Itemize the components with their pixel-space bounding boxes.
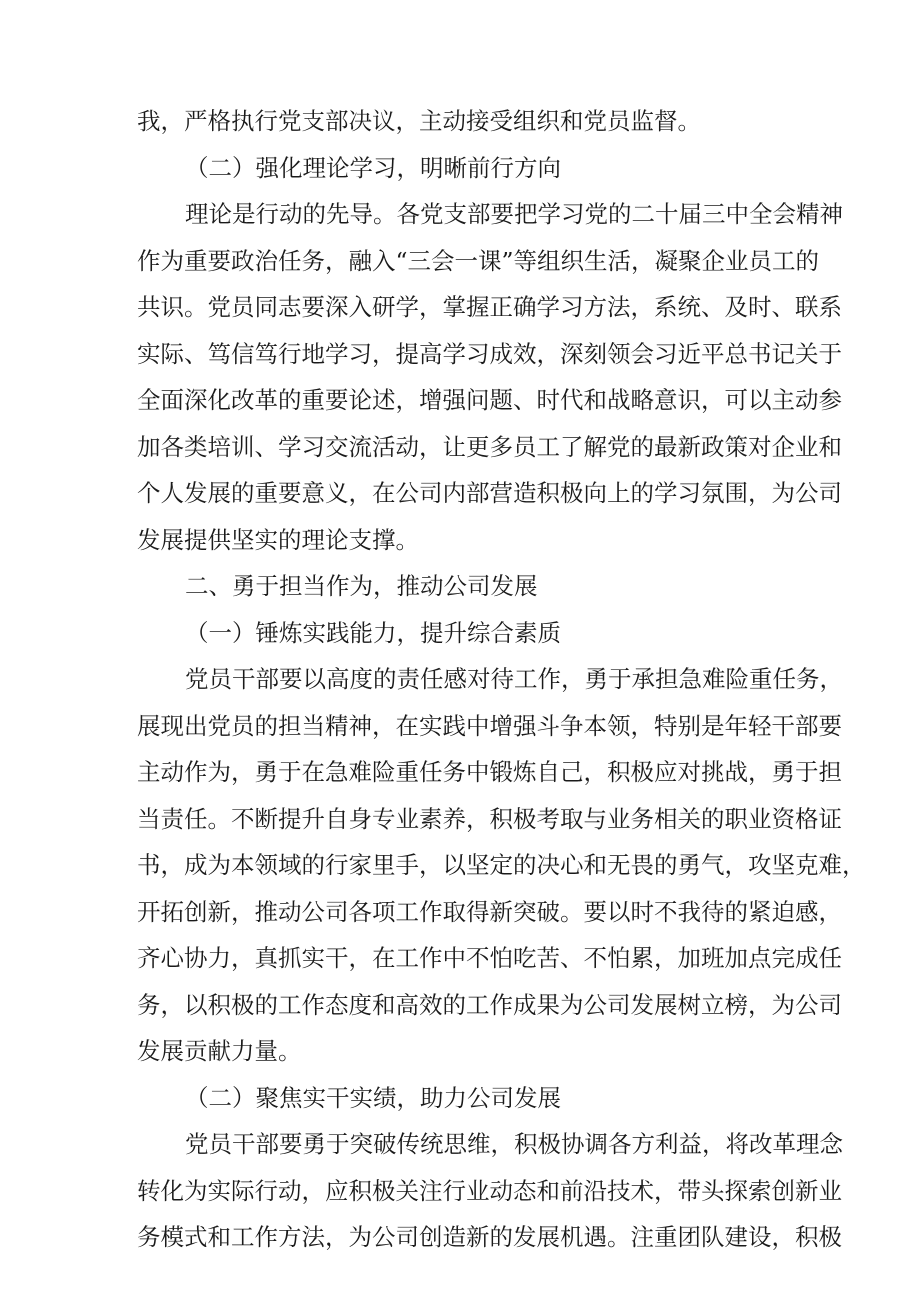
section-heading: 二、勇于担当作为，推动公司发展 — [185, 572, 538, 600]
paragraph-line: 个人发展的重要意义，在公司内部营造积极向上的学习氛围，为公司 — [137, 479, 842, 507]
paragraph-line: 主动作为，勇于在急难险重任务中锻炼自己，积极应对挑战，勇于担 — [137, 758, 842, 786]
paragraph-line: 当责任。不断提升自身专业素养，积极考取与业务相关的职业资格证 — [137, 804, 842, 833]
paragraph-line: 展现出党员的担当精神，在实践中增强斗争本领，特别是年轻干部要 — [137, 711, 842, 740]
paragraph-line: 作为重要政治任务，融入“三会一课”等组织生活，凝聚企业员工的 — [137, 246, 820, 275]
paragraph-line: 我，严格执行党支部决议，主动接受组织和党员监督。 — [137, 107, 701, 135]
paragraph-line: 务模式和工作方法，为公司创造新的发展机遇。注重团队建设，积极 — [137, 1223, 842, 1251]
paragraph-line: 党员干部要勇于突破传统思维，积极协调各方利益，将改革理念 — [185, 1130, 843, 1158]
paragraph-line: 全面深化改革的重要论述，增强问题、时代和战略意识，可以主动参 — [137, 386, 842, 414]
paragraph-line: 加各类培训、学习交流活动，让更多员工了解党的最新政策对企业和 — [137, 432, 842, 461]
document-body — [137, 98, 866, 1261]
paragraph-line: 转化为实际行动，应积极关注行业动态和前沿技术，带头探索创新业 — [137, 1176, 842, 1205]
section-heading: （一）锤炼实践能力，提升综合素质 — [185, 618, 561, 647]
paragraph-line: 发展贡献力量。 — [137, 1037, 302, 1065]
paragraph-line: 实际、笃信笃行地学习，提高学习成效，深刻领会习近平总书记关于 — [137, 339, 842, 368]
paragraph-line: 共识。党员同志要深入研学，掌握正确学习方法，系统、及时、联系 — [137, 293, 842, 321]
section-heading: （二）聚焦实干实绩，助力公司发展 — [185, 1083, 561, 1112]
paragraph-line: 齐心协力，真抓实干，在工作中不怕吃苦、不怕累，加班加点完成任 — [137, 944, 842, 972]
paragraph-line: 发展提供坚实的理论支撑。 — [137, 525, 419, 554]
section-heading: （二）强化理论学习，明晰前行方向 — [185, 153, 561, 182]
paragraph-line: 开拓创新，推动公司各项工作取得新突破。要以时不我待的紧迫感， — [137, 897, 842, 926]
paragraph-line: 书，成为本领域的行家里手，以坚定的决心和无畏的勇气，攻坚克难， — [137, 851, 866, 879]
paragraph-line: 党员干部要以高度的责任感对待工作，勇于承担急难险重任务， — [185, 665, 843, 693]
paragraph-line: 务，以积极的工作态度和高效的工作成果为公司发展树立榜，为公司 — [137, 990, 842, 1019]
paragraph-line: 理论是行动的先导。各党支部要把学习党的二十届三中全会精神 — [185, 200, 843, 228]
